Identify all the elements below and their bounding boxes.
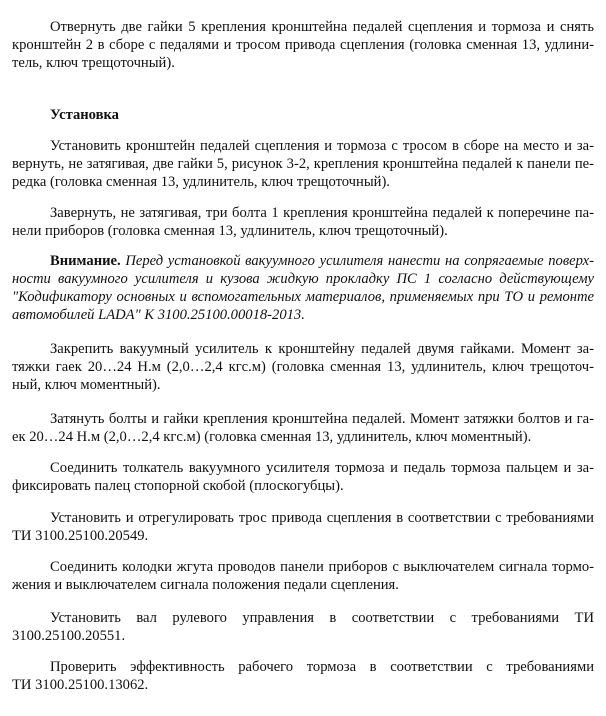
text-line (50, 252, 594, 270)
text-line: Завернуть, не затягивая, три болта 1 крепления кронштейна педалей к поперечине па- (50, 205, 594, 221)
text-line: автомобилей LADA" К 3100.25100.00018-2013. (12, 307, 305, 323)
text-line: кронштейн 2 в сборе с педалями и тросом привода сцепления (головка сменная 13, удлини- (12, 37, 594, 53)
text-line: редка (головка сменная 13, удлинитель, ключ трещоточный). (12, 174, 390, 190)
text-line: Закрепить вакуумный усилитель к кронштейну педалей двумя гайками. Момент за- (50, 341, 594, 357)
text-line: Соединить толкатель вакуумного усилителя тормоза и педаль тормоза пальцем и за- (50, 460, 594, 476)
text-line: Соединить колодки жгута проводов панели приборов с выключателем сигнала тормо- (50, 559, 594, 575)
text-line: вернуть, не затягивая, две гайки 5, рисунок 3-2, крепления кронштейна педалей к панели пе- (12, 156, 594, 172)
text-line: 3100.25100.20551. (12, 628, 126, 644)
text-line: Затянуть болты и гайки крепления кронштейна педалей. Момент затяжки болтов и га- (50, 411, 594, 427)
text-line: Проверить эффективность рабочего тормоза в соответствии с требованиями (50, 659, 594, 675)
attention-label: Внимание. (50, 253, 121, 269)
text-line: тель, ключ трещоточный). (12, 55, 175, 71)
text-line: Установить вал рулевого управления в соответствии с требованиями ТИ (50, 610, 594, 626)
text-line: жения и выключателем сигнала положения педали сцепления. (12, 577, 399, 593)
text-line: Установить и отрегулировать трос привода сцепления в соответствии с требованиями (50, 510, 594, 526)
attention-text: Перед установкой вакуумного усилителя нанести на сопрягаемые поверх- (125, 253, 594, 269)
section-heading: Установка (50, 107, 119, 123)
text-line: "Кодификатору основных и вспомогательных материалов, применяемых при ТО и ремонте (12, 289, 594, 305)
text-line: ек 20…24 Н.м (2,0…2,4 кгс.м) (головка сменная 13, удлинитель, ключ моментный). (12, 429, 532, 445)
text-line: ный, ключ моментный). (12, 377, 161, 393)
text-line: ТИ 3100.25100.20549. (12, 528, 149, 544)
text-line: ности вакуумного усилителя и кузова жидкую прокладку ПС 1 согласно действующему (12, 271, 594, 287)
text-line: ТИ 3100.25100.13062. (12, 677, 149, 693)
text-line: фиксировать палец стопорной скобой (плоскогубцы). (12, 478, 344, 494)
text-line: Установить кронштейн педалей сцепления и тормоза с тросом в сборе на место и за- (50, 138, 594, 154)
text-line: тяжки гаек 20…24 Н.м (2,0…2,4 кгс.м) (головка сменная 13, удлинитель, ключ трещоточ- (12, 359, 594, 375)
text-line: Отвернуть две гайки 5 крепления кронштейна педалей сцепления и тормоза и снять (50, 19, 594, 35)
text-line: нели приборов (головка сменная 13, удлинитель, ключ трещоточный). (12, 223, 448, 239)
